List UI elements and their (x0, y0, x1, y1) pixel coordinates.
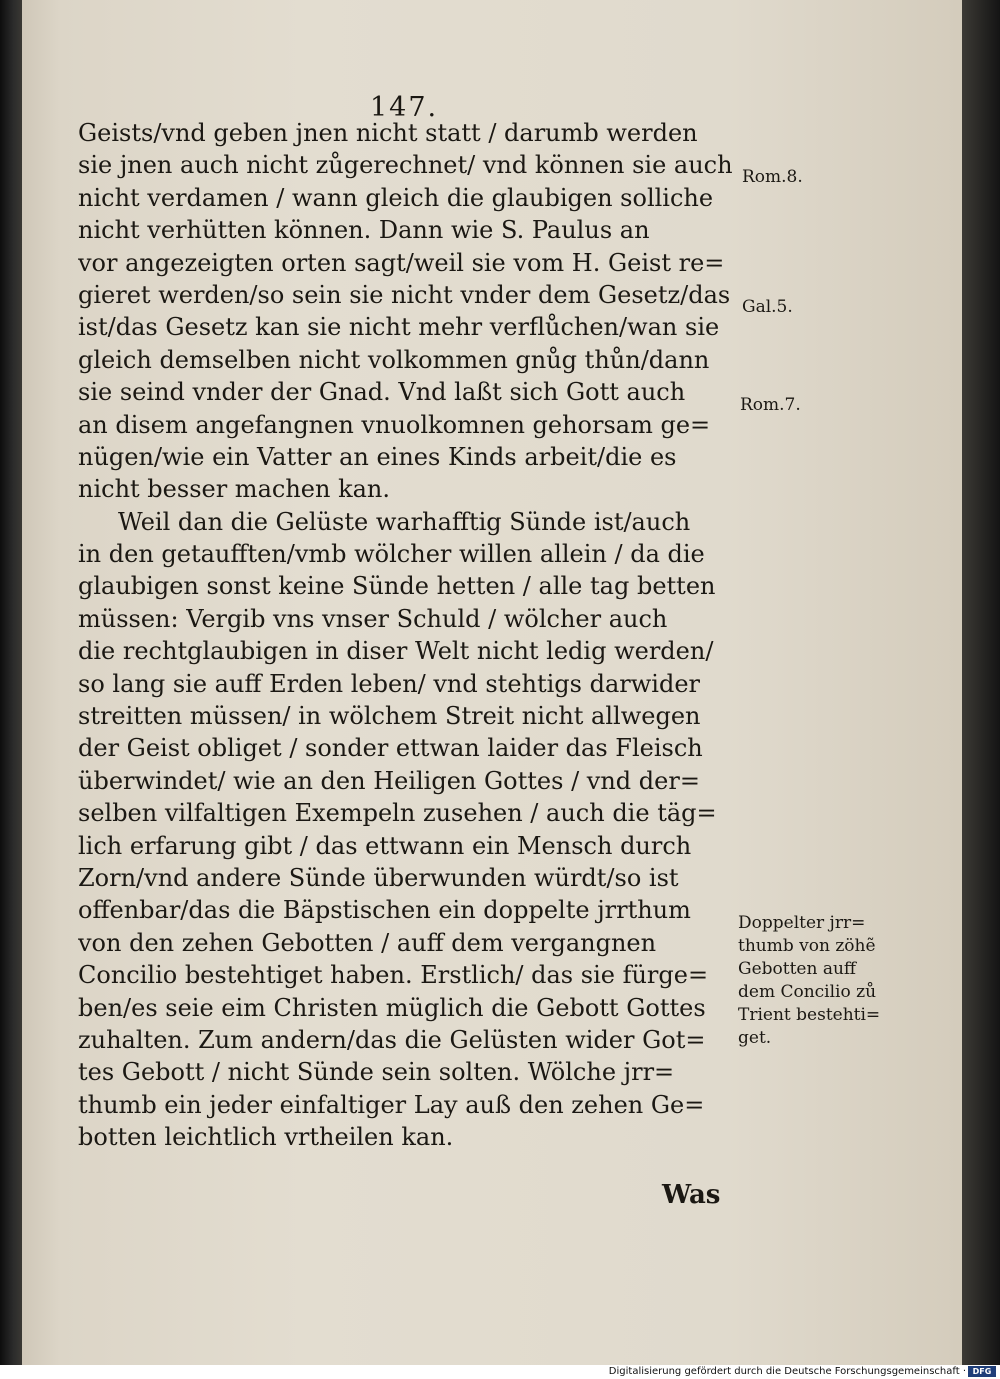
text-line: offenbar/das die Bäpstischen ein doppelte jrrthum (78, 896, 691, 925)
marginal-note-line: Gebotten auff (738, 959, 856, 979)
text-line: Geists/vnd geben jnen nicht statt / darumb werden (78, 119, 698, 147)
text-line: sie jnen auch nicht zůgerechnet/ vnd können sie auch (78, 151, 733, 180)
text-line: lich erfarung gibt / das ettwann ein Mensch durch (78, 831, 692, 860)
text-line: Weil dan die Gelüste warhafftig Sünde ist/auch (118, 507, 691, 536)
marginal-note-line: Doppelter jrr= (738, 913, 866, 933)
marginal-note-line: Trient bestehti= (738, 1005, 881, 1025)
marginal-ref-rom7: Rom.7. (740, 395, 801, 415)
marginal-note (738, 912, 880, 1050)
text-line: so lang sie auff Erden leben/ vnd stehtigs darwider (78, 669, 701, 698)
body-text (78, 117, 738, 1154)
text-line: die rechtglaubigen in diser Welt nicht ledig werden/ (78, 637, 714, 666)
text-line: der Geist obliget / sonder ettwan laider das Fleisch (78, 734, 703, 763)
text-line: gieret werden/so sein sie nicht vnder dem Gesetz/das (78, 280, 731, 309)
text-line: in den getaufften/vmb wölcher willen allein / da die (78, 540, 705, 569)
text-line: nicht besser machen kan. (78, 475, 390, 504)
text-line: selben vilfaltigen Exempeln zusehen / auch die täg= (78, 799, 717, 828)
text-line: zuhalten. Zum andern/das die Gelüsten wider Got= (78, 1025, 706, 1054)
text-line: nicht verhütten können. Dann wie S. Paulus an (78, 216, 650, 245)
scan-left-edge (0, 0, 22, 1365)
text-line: thumb ein jeder einfaltiger Lay auß den zehen Ge= (78, 1090, 705, 1119)
catchword: Was (662, 1180, 721, 1210)
text-line: tes Gebott / nicht Sünde sein solten. Wölche jrr= (78, 1058, 675, 1087)
dfg-logo-icon: DFG (968, 1366, 996, 1377)
text-line: botten leichtlich vrtheilen kan. (78, 1123, 454, 1152)
text-line: vor angezeigten orten sagt/weil sie vom H. Geist re= (78, 248, 725, 277)
page-number: 147. (370, 92, 439, 123)
marginal-note-line: dem Concilio zů (738, 982, 877, 1002)
text-line: Zorn/vnd andere Sünde überwunden würdt/so ist (78, 863, 679, 892)
text-line: müssen: Vergib vns vnser Schuld / wölcher auch (78, 604, 668, 633)
text-line: glaubigen sonst keine Sünde hetten / alle tag betten (78, 572, 716, 601)
marginal-note-line: get. (738, 1028, 772, 1048)
text-line: sie seind vnder der Gnad. Vnd laßt sich Gott auch (78, 378, 686, 407)
text-line: streitten müssen/ in wölchem Streit nicht allwegen (78, 702, 701, 731)
text-line: gleich demselben nicht volkommen gnůg thůn/dann (78, 345, 710, 374)
text-line: ist/das Gesetz kan sie nicht mehr verflůchen/wan sie (78, 313, 720, 342)
funding-notice: Digitalisierung gefördert durch die Deutsche Forschungsgemeinschaft · (608, 1366, 966, 1377)
text-line: an disem angefangnen vnuolkomnen gehorsam ge= (78, 410, 711, 439)
marginal-ref-gal5: Gal.5. (742, 297, 793, 317)
text-line: nügen/wie ein Vatter an eines Kinds arbeit/die es (78, 442, 677, 471)
marginal-ref-rom8: Rom.8. (742, 167, 803, 187)
footer-bar (0, 1365, 1000, 1379)
text-line: nicht verdamen / wann gleich die glaubigen solliche (78, 183, 714, 212)
marginal-note-line: thumb von zöhẽ (738, 936, 876, 956)
text-line: Concilio bestehtiget haben. Erstlich/ das sie fürge= (78, 961, 709, 990)
text-line: ben/es seie eim Christen müglich die Gebott Gottes (78, 993, 706, 1022)
scan-right-edge (962, 0, 1000, 1365)
text-line: überwindet/ wie an den Heiligen Gottes / vnd der= (78, 766, 700, 795)
text-line: von den zehen Gebotten / auff dem vergangnen (78, 928, 657, 957)
